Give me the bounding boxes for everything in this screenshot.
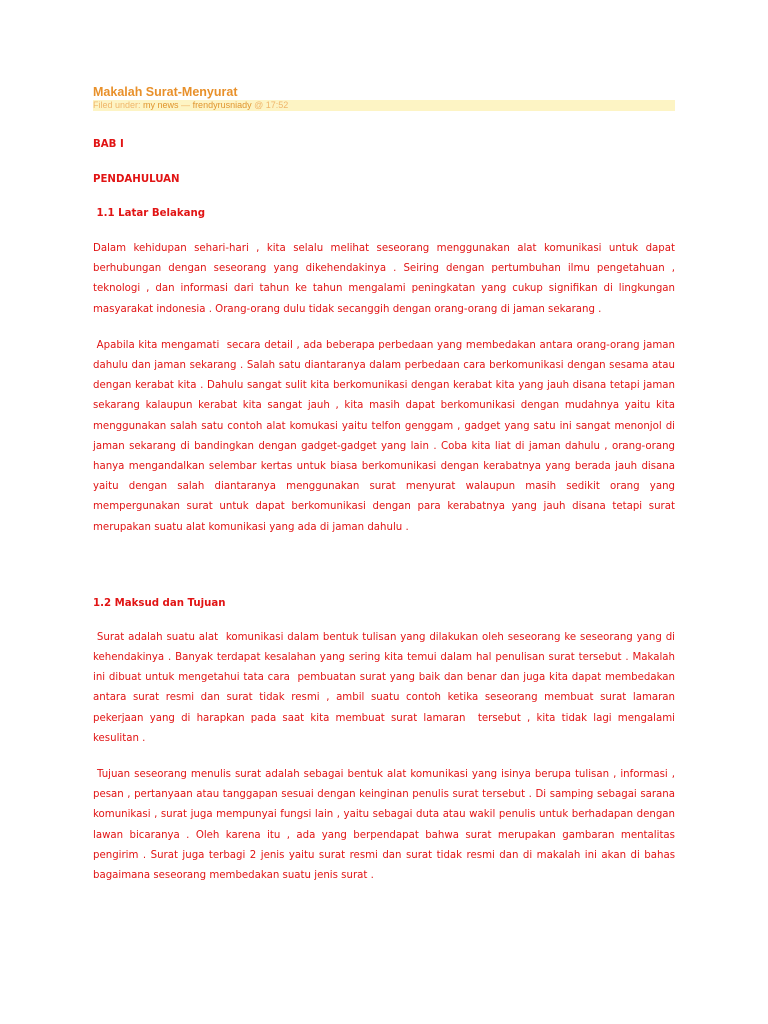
post-meta bbox=[93, 100, 675, 111]
author-link[interactable]: frendyrusniady bbox=[192, 100, 252, 110]
chapter-heading: BAB I bbox=[93, 139, 124, 150]
section-heading-latar-belakang: 1.1 Latar Belakang bbox=[93, 208, 206, 219]
meta-separator: — bbox=[178, 100, 193, 110]
chapter-title: PENDAHULUAN bbox=[93, 174, 180, 185]
post-title[interactable]: Makalah Surat-Menyurat bbox=[93, 85, 238, 99]
section-heading-maksud-tujuan: 1.2 Maksud dan Tujuan bbox=[93, 597, 226, 609]
post-time: 17:52 bbox=[265, 100, 289, 110]
meta-at: @ bbox=[251, 100, 266, 110]
meta-prefix: Filed under: bbox=[93, 100, 144, 110]
paragraph: Dalam kehidupan sehari-hari , kita selalu melihat seseorang menggunakan alat komunikasi untuk dapat berhubungan dengan seseorang yang dikehendakinya . Seiring dengan pertumbuhan ilmu pengetahuan , teknologi , dan informasi dari tahun ke tahun mengalami peningkatan yang cukup signifikan di lingkungan masyarakat indonesia . Orang-orang dulu tidak secanggih dengan orang-orang di jaman sekarang . bbox=[93, 243, 675, 315]
post-content bbox=[93, 137, 679, 886]
paragraph: Apabila kita mengamati secara detail , ada beberapa perbedaan yang membedakan antara orang-orang jaman dahulu dan jaman sekarang . Salah satu diantaranya dalam perbedaan cara berkomunikasi dengan sesama atau dengan kerabat kita . Dahulu sangat sulit kita berkomunikasi dengan kerabat kita yang jauh disana tetapi jaman sekarang kalaupun kerabat kita sangat jauh , kita masih dapat berkomunikasi dengan mudahnya yaitu kita menggunakan salah satu contoh alat komukasi yaitu telfon genggam , gadget yang satu ini sangat menonjol di jaman sekarang di bandingkan dengan gadget-gadget yang lain . Coba kita liat di jaman dahulu , orang-orang hanya mengandalkan selembar kertas untuk biasa berkomunikasi dengan kerabatnya yang berada jauh disana yaitu dengan salah diantaranya menggunakan surat menyurat walaupun masih sedikit orang yang mempergunakan surat untuk dapat berkomunikasi dengan para kerabatnya yang jauh disana tetapi surat merupakan suatu alat komunikasi yang ada di jaman dahulu . bbox=[93, 339, 679, 533]
blog-post bbox=[93, 84, 679, 886]
paragraph: Surat adalah suatu alat komunikasi dalam bentuk tulisan yang dilakukan oleh seseorang ke seseorang yang di kehendakinya . Banyak terdapat kesalahan yang sering kita temui dalam hal penulisan surat tersebut . Makalah ini dibuat untuk mengetahui tata cara pembuatan surat yang baik dan benar dan juga kita dapat membedakan antara surat resmi dan surat tidak resmi , ambil suatu contoh ketika seseorang membuat surat lamaran pekerjaan yang di harapkan pada saat kita membuat surat lamaran tersebut , kita tidak lagi mengalami kesulitan . bbox=[93, 631, 679, 744]
paragraph: Tujuan seseorang menulis surat adalah sebagai bentuk alat komunikasi yang isinya berupa tulisan , informasi , pesan , pertanyaan atau tanggapan sesuai dengan keinginan penulis surat tersebut . Di samping sebagai sarana komunikasi , surat juga mempunyai fungsi lain , yaitu sebagai duta atau wakil penulis untuk berhadapan dengan lawan bicaranya . Oleh karena itu , ada yang berpendapat bahwa surat merupakan gambaran mentalitas pengirim . Surat juga terbagi 2 jenis yaitu surat resmi dan surat tidak resmi dan di makalah ini akan di bahas bagaimana seseorang membedakan suatu jenis surat . bbox=[93, 769, 679, 882]
category-link[interactable]: my news bbox=[143, 100, 179, 110]
